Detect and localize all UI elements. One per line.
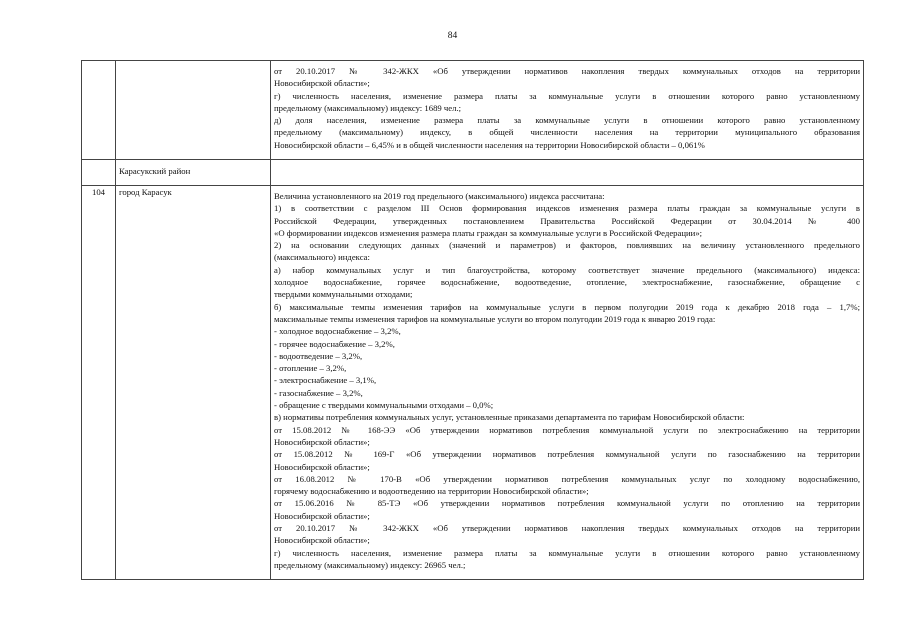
text-line: Новосибирской области»; [274, 78, 370, 89]
description-cell [271, 186, 864, 580]
description-cell [271, 160, 864, 186]
text-line: предельному (максимальному) индексу, в общей численности населения на территории муниципального образования [274, 127, 860, 138]
text-line: Новосибирской области»; [274, 461, 370, 472]
text-line: (максимального) индекса: [274, 252, 370, 263]
text-line: 1) в соответствии с разделом III Основ формирования индексов изменения размера платы граждан за коммунальные услуги в [274, 203, 860, 214]
text-line: от 20.10.2017 № 342-ЖКХ «Об утверждении нормативов накопления твердых коммунальных отходов на территории [274, 66, 860, 76]
table-row-continuation [82, 61, 864, 160]
text-line: предельному (максимальному) индексу: 26965 чел.; [274, 559, 466, 570]
text-line: б) максимальные темпы изменения тарифов на коммунальные услуги в первом полугодии 2019 года к декабрю 2018 года – 1,7%; [274, 301, 860, 312]
text-line: 2) на основании следующих данных (значений и параметров) и факторов, повлиявших на величину установленного предельного [274, 240, 860, 251]
text-line: твердыми коммунальными отходами; [274, 289, 413, 300]
text-line: г) численность населения, изменение размера платы за коммунальные услуги в отношении которого равно установленному [274, 547, 860, 558]
municipality-cell [116, 61, 271, 160]
text-line: Новосибирской области – 6,45% и в общей численности населения на территории Новосибирской области – 0,061% [274, 139, 705, 150]
text-line: - обращение с твердыми коммунальными отходами – 0,0%; [274, 400, 494, 411]
page-number: 84 [447, 31, 458, 41]
text-line: от 16.08.2012 № 170-В «Об утверждении нормативов потребления коммунальных услуг по холодному водоснабжению, [274, 473, 860, 484]
table-row-district [82, 160, 864, 186]
text-line: Новосибирской области»; [274, 510, 370, 521]
text-line: - отопление – 3,2%, [274, 363, 347, 374]
text-line: от 15.08.2012 № 169-Г «Об утверждении нормативов потребления коммунальной услуги по газоснабжению на территории [274, 449, 860, 460]
table-row-104 [82, 186, 864, 580]
text-line: - горячее водоснабжение – 3,2%, [274, 338, 395, 349]
index-table [81, 60, 864, 580]
text-line: «О формировании индексов изменения размера платы граждан за коммунальные услуги в Российской Федерации»; [274, 227, 703, 238]
row-number-cell [82, 61, 116, 160]
row-number-cell: 104 [82, 186, 116, 580]
row-number-cell [82, 160, 116, 186]
text-line: предельному (максимальному) индексу: 1689 чел.; [274, 102, 462, 113]
text-line: г) численность населения, изменение размера платы за коммунальные услуги в отношении которого равно установленному [274, 90, 860, 101]
text-line: Новосибирской области»; [274, 436, 370, 447]
text-line: - водоотведение – 3,2%, [274, 350, 363, 361]
text-line: - холодное водоснабжение – 3,2%, [274, 326, 401, 337]
description-text [274, 65, 860, 151]
municipality-name: город Карасук [116, 186, 271, 580]
text-line: - электроснабжение – 3,1%, [274, 375, 377, 386]
text-line: от 15.08.2012 № 168-ЭЭ «Об утверждении нормативов потребления коммунальной услуги по электроснабжению на территории [274, 424, 860, 435]
text-line: д) доля населения, изменение размера платы за коммунальные услуги в отношении которого равно установленному [274, 115, 860, 126]
text-line: а) набор коммунальных услуг и тип благоустройства, которому соответствует значение предельного (максимального) индекса: [274, 264, 860, 275]
text-line: - газоснабжение – 3,2%, [274, 387, 363, 398]
text-line: от 20.10.2017 № 342-ЖКХ «Об утверждении нормативов накопления твердых коммунальных отходов на территории [274, 523, 860, 534]
text-line: Величина установленного на 2019 год предельного (максимального) индекса рассчитана: [274, 191, 605, 201]
district-name: Карасукский район [116, 160, 271, 186]
description-cell [271, 61, 864, 160]
text-line: холодное водоснабжение, горячее водоснабжение, водоотведение, отопление, электроснабжение, газоснабжение, обращение с [274, 277, 860, 288]
description-text [274, 190, 860, 571]
text-line: Новосибирской области»; [274, 535, 370, 546]
text-line: в) нормативы потребления коммунальных услуг, установленные приказами департамента по тарифам Новосибирской области: [274, 412, 745, 423]
text-line: горячему водоснабжению и водоотведению на территории Новосибирской области»; [274, 486, 589, 497]
text-line: Российской Федерации, утвержденных постановлением Правительства Российской Федерации от 30.04.2014 № 400 [274, 215, 860, 226]
text-line: максимальные темпы изменения тарифов на коммунальные услуги во втором полугодии 2019 года к январю 2019 года: [274, 313, 716, 324]
text-line: от 15.06.2016 № 85-ТЭ «Об утверждении нормативов потребления коммунальной услуги по отоплению на территории [274, 498, 860, 509]
